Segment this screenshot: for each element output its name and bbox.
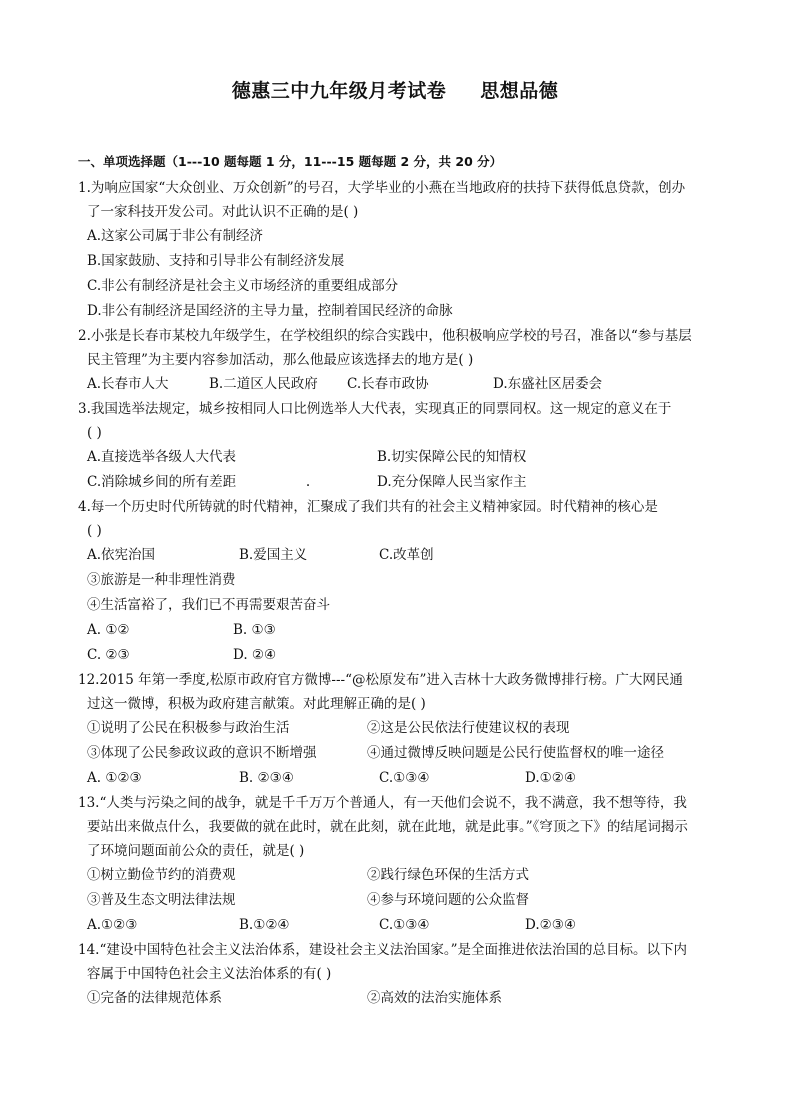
statement-4: ④通过微博反映问题是公民行使监督权的唯一途径	[367, 745, 664, 761]
option-a: A.这家公司属于非公有制经济	[87, 228, 264, 244]
option-c-text: C.消除城乡间的所有差距	[87, 474, 237, 490]
statement-2: ②这是公民依法行使建议权的表现	[367, 720, 570, 736]
option-d: D.东盛社区居委会	[493, 376, 603, 392]
option-a: A.直接选举各级人大代表	[87, 449, 237, 465]
stem-line: 1.为响应国家“大众创业、万众创新”的号召，大学毕业的小燕在当地政府的扶持下获得低息贷款，创办	[78, 180, 686, 196]
option-b: B.二道区人民政府	[209, 376, 318, 392]
stem-line: 14.“建设中国特色社会主义法治体系，建设社会主义法治国家。”是全面推进依法治国的总目标。以下内	[78, 942, 688, 958]
question-stem	[78, 397, 718, 445]
option-a: A.长春市人大	[87, 376, 169, 392]
option-row	[78, 445, 718, 470]
option-c: C.改革创	[379, 547, 434, 563]
stem-line: 了环境问题面前公众的责任，就是( )	[87, 843, 305, 859]
statement-1: ①说明了公民在积极参与政治生活	[87, 720, 290, 736]
statement-2: ②践行绿色环保的生活方式	[367, 867, 529, 883]
question-stem	[78, 791, 718, 863]
question-list	[78, 176, 718, 1011]
answer-d: D.②③④	[525, 917, 576, 933]
answer-a: A. ①②③	[87, 770, 142, 786]
section-heading: 一、单项选择题（1---10 题每题 1 分，11---15 题每题 2 分，共 20 分）	[78, 154, 503, 169]
statement-row	[78, 986, 718, 1011]
option-d: D.充分保障人民当家作主	[377, 474, 527, 490]
stem-line: 容属于中国特色社会主义法治体系的有( )	[87, 966, 332, 982]
stem-line: 13.“人类与污染之间的战争，就是千千万万个普通人，有一天他们会说不，我不满意，我不想等待，我	[78, 795, 687, 811]
option-row	[78, 543, 718, 568]
question-14	[78, 938, 718, 1011]
answer-row	[78, 913, 718, 938]
stem-line: 12.2015 年第一季度,松原市政府官方微博---“@松原发布”进入吉林十大政务微博排行榜。广大网民通	[78, 672, 683, 688]
answer-row	[78, 618, 718, 643]
stem-line: 民主管理”为主要内容参加活动，那么他最应该选择去的地方是( )	[87, 352, 474, 368]
answer-a: A.①②③	[87, 917, 138, 933]
option-c	[87, 470, 377, 495]
stem-line: ( )	[87, 425, 102, 441]
statement-3: ③旅游是一种非理性消费	[87, 572, 236, 588]
answer-c: C.①③④	[379, 770, 430, 786]
answer-a: A. ①②	[87, 622, 130, 638]
question-1	[78, 176, 718, 324]
question-stem	[78, 938, 718, 986]
statement-3: ③体现了公民参政议政的意识不断增强	[87, 745, 317, 761]
statement-row	[78, 716, 718, 741]
statement-4: ④生活富裕了，我们已不再需要艰苦奋斗	[87, 597, 330, 613]
question-13	[78, 791, 718, 938]
answer-row	[78, 643, 718, 668]
answer-c: C.①③④	[379, 917, 430, 933]
answer-d: D. ②④	[233, 647, 277, 663]
stray-dot: .	[305, 474, 311, 490]
statement-1: ①树立勤俭节约的消费观	[87, 867, 236, 883]
exam-title	[0, 76, 790, 103]
option-c: C.非公有制经济是社会主义市场经济的重要组成部分	[87, 278, 399, 294]
answer-b: B. ①③	[233, 622, 276, 638]
answer-row	[78, 766, 718, 791]
statement-row	[78, 888, 718, 913]
statement-3: ③普及生态文明法律法规	[87, 892, 236, 908]
stem-line: 了一家科技开发公司。对此认识不正确的是( )	[87, 204, 359, 220]
option-row	[78, 470, 718, 495]
stem-line: ( )	[87, 523, 102, 539]
stem-line: 2.小张是长春市某校九年级学生，在学校组织的综合实践中，他积极响应学校的号召，准备以“参与基层	[78, 328, 692, 344]
statement-1: ①完备的法律规范体系	[87, 990, 222, 1006]
option-d: D.非公有制经济是国经济的主导力量，控制着国民经济的命脉	[87, 303, 453, 319]
question-4	[78, 495, 718, 668]
subject-text: 思想品德	[480, 80, 559, 102]
answer-b: B.①②④	[239, 917, 290, 933]
stem-line: 4.每一个历史时代所铸就的时代精神，汇聚成了我们共有的社会主义精神家园。时代精神的核心是	[78, 499, 658, 515]
statement-row	[78, 863, 718, 888]
title-text: 德惠三中九年级月考试卷	[231, 80, 447, 102]
question-stem	[78, 324, 718, 372]
answer-c: C. ②③	[87, 647, 130, 663]
statement-row	[78, 741, 718, 766]
statement-4: ④参与环境问题的公众监督	[367, 892, 529, 908]
stem-line: 过这一微博，积极为政府建言献策。对此理解正确的是( )	[87, 696, 426, 712]
stem-line: 要站出来做点什么，我要做的就在此时，就在此刻，就在此地，就是此事。”《穹顶之下》的结尾词揭示	[87, 819, 688, 835]
option-b: B.爱国主义	[239, 547, 308, 563]
statement-2: ②高效的法治实施体系	[367, 990, 502, 1006]
option-b: B.切实保障公民的知情权	[377, 449, 527, 465]
question-2	[78, 324, 718, 397]
option-row	[78, 372, 718, 397]
answer-d: D.①②④	[525, 770, 576, 786]
option-a: A.依宪治国	[87, 547, 156, 563]
question-stem	[78, 495, 718, 543]
option-c: C.长春市政协	[347, 376, 429, 392]
question-stem	[78, 176, 718, 224]
answer-b: B. ②③④	[239, 770, 294, 786]
stem-line: 3.我国选举法规定，城乡按相同人口比例选举人大代表，实现真正的同票同权。这一规定的意义在于	[78, 401, 672, 417]
question-12	[78, 668, 718, 791]
question-3	[78, 397, 718, 495]
question-stem	[78, 668, 718, 716]
option-b: B.国家鼓励、支持和引导非公有制经济发展	[87, 253, 345, 269]
